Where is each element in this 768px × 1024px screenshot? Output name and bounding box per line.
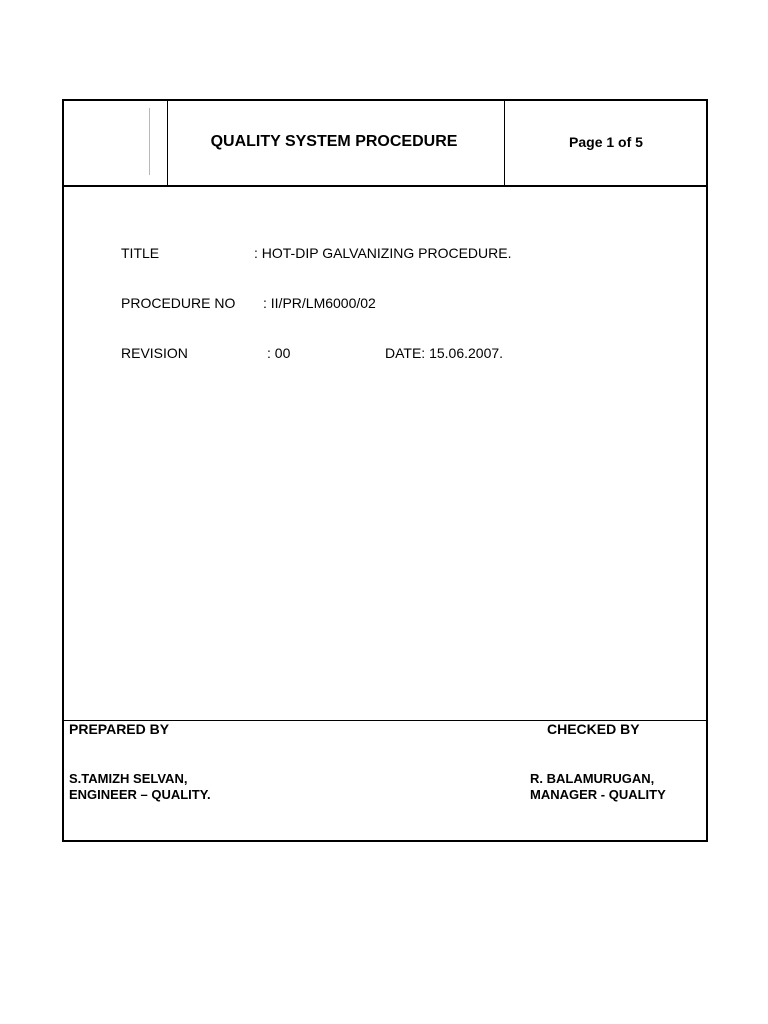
- date-value: DATE: 15.06.2007.: [385, 345, 504, 361]
- logo-mark: [149, 108, 150, 175]
- checked-by-role: MANAGER - QUALITY: [530, 787, 666, 802]
- procedure-value: : II/PR/LM6000/02: [263, 295, 376, 311]
- procedure-label: PROCEDURE NO: [121, 295, 236, 311]
- title-label: TITLE: [121, 245, 160, 261]
- checked-by-name: R. BALAMURUGAN,: [530, 771, 655, 786]
- logo-cell: [63, 100, 168, 185]
- page-cell: [505, 100, 707, 185]
- prepared-by-name: S.TAMIZH SELVAN,: [69, 771, 188, 786]
- document-title: QUALITY SYSTEM PROCEDURE: [210, 132, 458, 150]
- document-frame: [62, 99, 708, 842]
- revision-label: REVISION: [121, 345, 188, 361]
- checked-by-heading: CHECKED BY: [547, 721, 640, 737]
- revision-value: : 00: [267, 345, 291, 361]
- title-cell: [168, 100, 505, 185]
- prepared-by-heading: PREPARED BY: [69, 721, 170, 737]
- page-indicator: Page 1 of 5: [569, 133, 643, 150]
- prepared-by-role: ENGINEER – QUALITY.: [69, 787, 211, 802]
- header-row: [63, 100, 707, 187]
- title-value: : HOT-DIP GALVANIZING PROCEDURE.: [254, 245, 512, 261]
